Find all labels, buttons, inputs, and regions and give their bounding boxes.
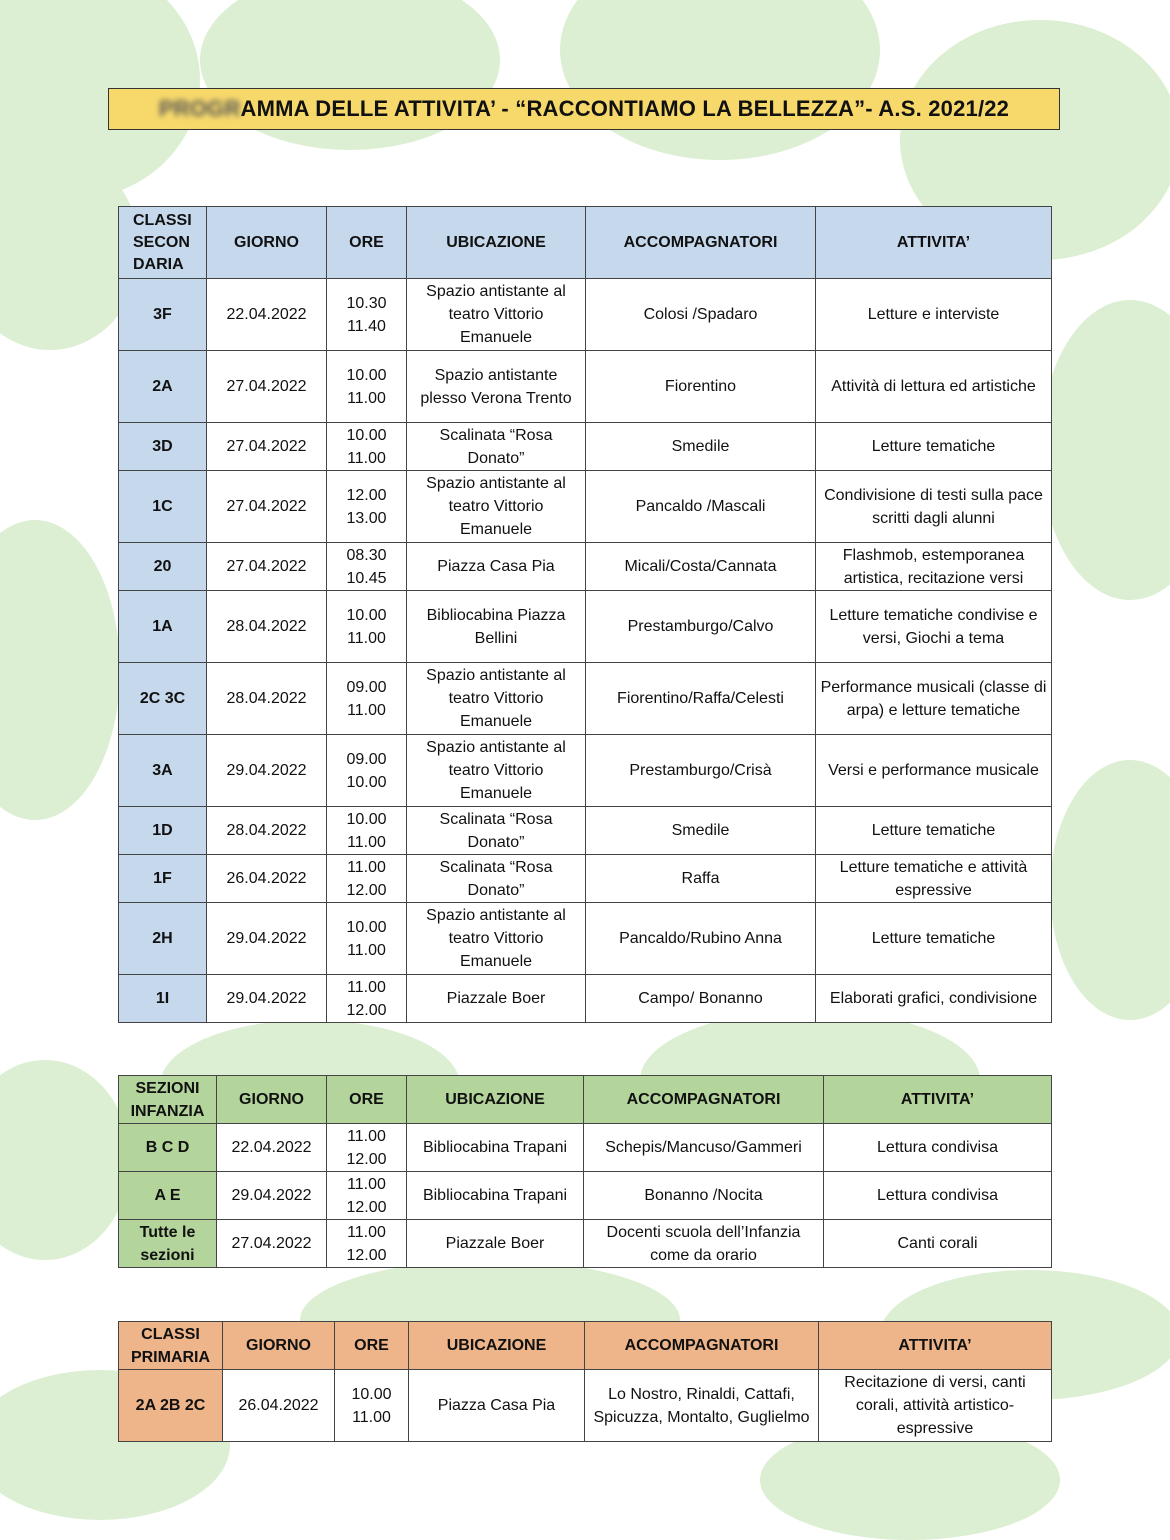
header-attivita: ATTIVITA’ xyxy=(816,207,1052,279)
cell-attivita: Letture e interviste xyxy=(816,279,1052,351)
header-accompagnatori: ACCOMPAGNATORI xyxy=(585,1322,819,1370)
cell-giorno: 29.04.2022 xyxy=(217,1172,327,1220)
title-blurred-prefix: PROGR xyxy=(158,96,241,121)
cell-attivita: Canti corali xyxy=(824,1220,1052,1268)
cell-classe: 20 xyxy=(119,543,207,591)
cell-giorno: 29.04.2022 xyxy=(207,975,327,1023)
bg-blob xyxy=(0,520,120,820)
cell-ore: 11.00 12.00 xyxy=(327,1124,407,1172)
table-header-row xyxy=(119,1076,1052,1124)
table-row xyxy=(119,351,1052,423)
cell-ore: 10.00 11.00 xyxy=(327,591,407,663)
cell-ore: 11.00 12.00 xyxy=(327,1172,407,1220)
cell-accompagnatori: Schepis/Mancuso/Gammeri xyxy=(584,1124,824,1172)
cell-ore: 10.00 11.00 xyxy=(327,351,407,423)
cell-ubicazione: Spazio antistante plesso Verona Trento xyxy=(407,351,586,423)
cell-ubicazione: Spazio antistante al teatro Vittorio Emanuele xyxy=(407,903,586,975)
table-infanzia xyxy=(118,1075,1052,1268)
cell-classe: B C D xyxy=(119,1124,217,1172)
cell-accompagnatori: Fiorentino xyxy=(586,351,816,423)
cell-accompagnatori: Prestamburgo/Crisà xyxy=(586,735,816,807)
cell-ore: 09.00 11.00 xyxy=(327,663,407,735)
cell-accompagnatori: Pancaldo /Mascali xyxy=(586,471,816,543)
cell-giorno: 27.04.2022 xyxy=(207,543,327,591)
bg-blob xyxy=(0,1060,130,1260)
cell-giorno: 27.04.2022 xyxy=(207,471,327,543)
table-row xyxy=(119,807,1052,855)
bg-blob xyxy=(560,0,880,160)
cell-accompagnatori: Docenti scuola dell’Infanzia come da orario xyxy=(584,1220,824,1268)
cell-giorno: 22.04.2022 xyxy=(207,279,327,351)
cell-ore: 09.00 10.00 xyxy=(327,735,407,807)
header-giorno: GIORNO xyxy=(223,1322,335,1370)
cell-ubicazione: Scalinata “Rosa Donato” xyxy=(407,807,586,855)
table-row xyxy=(119,663,1052,735)
cell-giorno: 28.04.2022 xyxy=(207,807,327,855)
header-accompagnatori: ACCOMPAGNATORI xyxy=(586,207,816,279)
cell-classe: 3A xyxy=(119,735,207,807)
cell-giorno: 27.04.2022 xyxy=(207,423,327,471)
cell-giorno: 28.04.2022 xyxy=(207,591,327,663)
cell-accompagnatori: Smedile xyxy=(586,807,816,855)
cell-attivita: Letture tematiche xyxy=(816,423,1052,471)
title-text: AMMA DELLE ATTIVITA’ - “RACCONTIAMO LA BELLEZZA”- A.S. 2021/22 xyxy=(240,96,1010,121)
cell-ubicazione: Spazio antistante al teatro Vittorio Emanuele xyxy=(407,735,586,807)
cell-ore: 11.00 12.00 xyxy=(327,975,407,1023)
header-accompagnatori: ACCOMPAGNATORI xyxy=(584,1076,824,1124)
cell-accompagnatori: Smedile xyxy=(586,423,816,471)
table-row xyxy=(119,279,1052,351)
cell-attivita: Letture tematiche e attività espressive xyxy=(816,855,1052,903)
cell-attivita: Letture tematiche xyxy=(816,807,1052,855)
page-title xyxy=(108,88,1060,130)
cell-ubicazione: Spazio antistante al teatro Vittorio Emanuele xyxy=(407,471,586,543)
cell-giorno: 29.04.2022 xyxy=(207,735,327,807)
bg-blob xyxy=(1040,300,1170,600)
cell-attivita: Flashmob, estemporanea artistica, recitazione versi xyxy=(816,543,1052,591)
table-row xyxy=(119,591,1052,663)
cell-classe: 1C xyxy=(119,471,207,543)
cell-giorno: 26.04.2022 xyxy=(207,855,327,903)
table-row xyxy=(119,1172,1052,1220)
cell-giorno: 27.04.2022 xyxy=(207,351,327,423)
cell-accompagnatori: Colosi /Spadaro xyxy=(586,279,816,351)
cell-attivita: Letture tematiche condivise e versi, Giochi a tema xyxy=(816,591,1052,663)
cell-ubicazione: Bibliocabina Trapani xyxy=(407,1124,584,1172)
table-header-row xyxy=(119,207,1052,279)
cell-accompagnatori: Campo/ Bonanno xyxy=(586,975,816,1023)
cell-classe: 2H xyxy=(119,903,207,975)
table-row xyxy=(119,1370,1052,1442)
table-row xyxy=(119,1124,1052,1172)
cell-attivita: Versi e performance musicale xyxy=(816,735,1052,807)
cell-classe: 1A xyxy=(119,591,207,663)
cell-ore: 11.00 12.00 xyxy=(327,1220,407,1268)
table-header-row xyxy=(119,1322,1052,1370)
cell-attivita: Lettura condivisa xyxy=(824,1124,1052,1172)
cell-ubicazione: Bibliocabina Trapani xyxy=(407,1172,584,1220)
table-row xyxy=(119,1220,1052,1268)
cell-classe: 2C 3C xyxy=(119,663,207,735)
table-row xyxy=(119,735,1052,807)
cell-attivita: Condivisione di testi sulla pace scritti dagli alunni xyxy=(816,471,1052,543)
cell-classe: 1F xyxy=(119,855,207,903)
cell-giorno: 27.04.2022 xyxy=(217,1220,327,1268)
header-ubicazione: UBICAZIONE xyxy=(407,207,586,279)
header-giorno: GIORNO xyxy=(207,207,327,279)
table-row xyxy=(119,855,1052,903)
table-row xyxy=(119,423,1052,471)
cell-accompagnatori: Micali/Costa/Cannata xyxy=(586,543,816,591)
cell-ubicazione: Piazzale Boer xyxy=(407,975,586,1023)
cell-classe: Tutte le sezioni xyxy=(119,1220,217,1268)
cell-attivita: Letture tematiche xyxy=(816,903,1052,975)
cell-classe: 3D xyxy=(119,423,207,471)
cell-attivita: Attività di lettura ed artistiche xyxy=(816,351,1052,423)
header-classe: CLASSI SECON DARIA xyxy=(119,207,207,279)
header-attivita: ATTIVITA’ xyxy=(824,1076,1052,1124)
cell-ubicazione: Piazza Casa Pia xyxy=(409,1370,585,1442)
cell-giorno: 29.04.2022 xyxy=(207,903,327,975)
cell-accompagnatori: Prestamburgo/Calvo xyxy=(586,591,816,663)
cell-classe: 3F xyxy=(119,279,207,351)
cell-ore: 10.00 11.00 xyxy=(327,807,407,855)
cell-attivita: Recitazione di versi, canti corali, attività artistico-espressive xyxy=(819,1370,1052,1442)
cell-ore: 10.00 11.00 xyxy=(327,903,407,975)
cell-accompagnatori: Bonanno /Nocita xyxy=(584,1172,824,1220)
cell-ore: 10.30 11.40 xyxy=(327,279,407,351)
cell-ore: 12.00 13.00 xyxy=(327,471,407,543)
header-ore: ORE xyxy=(327,1076,407,1124)
header-ore: ORE xyxy=(327,207,407,279)
bg-blob xyxy=(1050,760,1170,1020)
header-ore: ORE xyxy=(335,1322,409,1370)
cell-ubicazione: Spazio antistante al teatro Vittorio Emanuele xyxy=(407,663,586,735)
cell-ubicazione: Scalinata “Rosa Donato” xyxy=(407,855,586,903)
cell-ubicazione: Piazza Casa Pia xyxy=(407,543,586,591)
cell-ubicazione: Piazzale Boer xyxy=(407,1220,584,1268)
cell-attivita: Elaborati grafici, condivisione xyxy=(816,975,1052,1023)
cell-ubicazione: Spazio antistante al teatro Vittorio Emanuele xyxy=(407,279,586,351)
header-ubicazione: UBICAZIONE xyxy=(409,1322,585,1370)
cell-attivita: Lettura condivisa xyxy=(824,1172,1052,1220)
header-classe: SEZIONI INFANZIA xyxy=(119,1076,217,1124)
cell-classe: 1D xyxy=(119,807,207,855)
cell-accompagnatori: Lo Nostro, Rinaldi, Cattafi, Spicuzza, Montalto, Guglielmo xyxy=(585,1370,819,1442)
table-row xyxy=(119,471,1052,543)
table-row xyxy=(119,975,1052,1023)
header-attivita: ATTIVITA’ xyxy=(819,1322,1052,1370)
cell-accompagnatori: Pancaldo/Rubino Anna xyxy=(586,903,816,975)
header-ubicazione: UBICAZIONE xyxy=(407,1076,584,1124)
cell-accompagnatori: Raffa xyxy=(586,855,816,903)
cell-ubicazione: Bibliocabina Piazza Bellini xyxy=(407,591,586,663)
header-classe: CLASSI PRIMARIA xyxy=(119,1322,223,1370)
cell-classe: 2A 2B 2C xyxy=(119,1370,223,1442)
cell-giorno: 28.04.2022 xyxy=(207,663,327,735)
cell-ore: 10.00 11.00 xyxy=(327,423,407,471)
cell-attivita: Performance musicali (classe di arpa) e letture tematiche xyxy=(816,663,1052,735)
cell-ore: 10.00 11.00 xyxy=(335,1370,409,1442)
cell-giorno: 26.04.2022 xyxy=(223,1370,335,1442)
table-primaria xyxy=(118,1321,1052,1442)
table-row xyxy=(119,903,1052,975)
cell-classe: 2A xyxy=(119,351,207,423)
table-row xyxy=(119,543,1052,591)
cell-ore: 08.30 10.45 xyxy=(327,543,407,591)
cell-accompagnatori: Fiorentino/Raffa/Celesti xyxy=(586,663,816,735)
header-giorno: GIORNO xyxy=(217,1076,327,1124)
cell-classe: 1I xyxy=(119,975,207,1023)
cell-classe: A E xyxy=(119,1172,217,1220)
cell-ore: 11.00 12.00 xyxy=(327,855,407,903)
cell-ubicazione: Scalinata “Rosa Donato” xyxy=(407,423,586,471)
cell-giorno: 22.04.2022 xyxy=(217,1124,327,1172)
table-secondaria xyxy=(118,206,1052,1023)
